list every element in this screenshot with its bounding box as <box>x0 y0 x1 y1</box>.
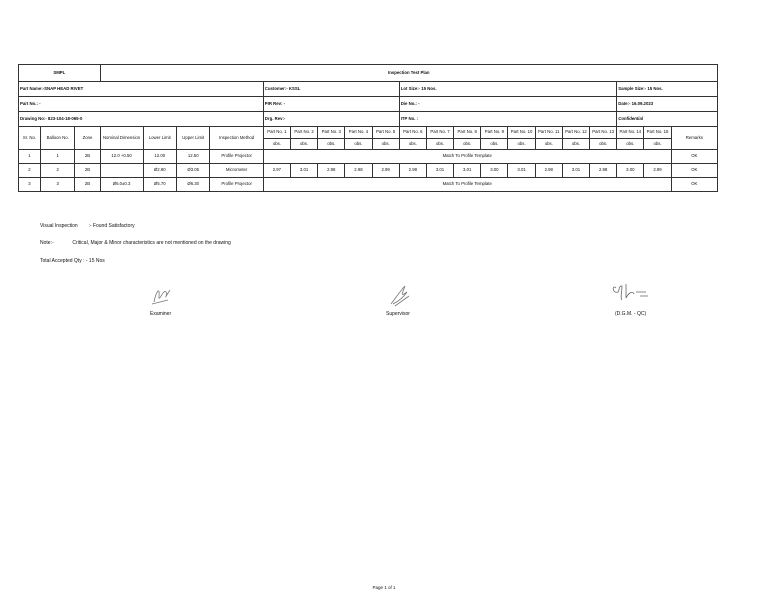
col-obs-9: obs. <box>481 139 508 150</box>
cell-observation: 2.98 <box>535 164 562 178</box>
cell-sr-no: 1 <box>19 150 41 164</box>
cell-inspection-method: Profile Projector <box>210 178 263 192</box>
cell-nominal: Ø6.0±0.3 <box>100 178 143 192</box>
drg-rev: Drg. Rev:- <box>263 112 399 127</box>
cell-merged-result: Match To Profile Template <box>263 150 671 164</box>
cell-observation: 2.99 <box>372 164 399 178</box>
cell-sr-no: 3 <box>19 178 41 192</box>
col-obs-12: obs. <box>562 139 589 150</box>
note-label: Note:- <box>40 240 54 246</box>
visual-inspection-label: Visual Inspection <box>40 223 78 229</box>
col-obs-10: obs. <box>508 139 535 150</box>
col-remarks: Remarks <box>671 127 717 150</box>
col-upper-limit: Upper Limit <box>176 127 209 150</box>
cell-observation: 2.99 <box>644 164 671 178</box>
col-part-no-3: Part No. 3 <box>318 127 345 139</box>
cell-upper-limit: 12.50 <box>176 150 209 164</box>
col-part-no-10: Part No. 10 <box>508 127 535 139</box>
col-balloon-no: Balloon No. <box>40 127 75 150</box>
visual-inspection-value: :- Found Satisfactory <box>88 223 135 229</box>
col-obs-7: obs. <box>426 139 453 150</box>
cell-observation: 3.01 <box>290 164 317 178</box>
col-obs-3: obs. <box>318 139 345 150</box>
cell-lower-limit: Ø5.70 <box>143 178 176 192</box>
total-accepted-qty: Total Accepted Qty : - 15 Nos <box>40 258 105 264</box>
lot-size: Lot Size:- 15 Nos. <box>399 82 617 97</box>
dgm-signature-icon <box>610 280 652 304</box>
table-row <box>19 178 718 192</box>
col-part-no-11: Part No. 11 <box>535 127 562 139</box>
document-title: Inspection Test Plan <box>100 65 717 82</box>
cell-nominal <box>100 164 143 178</box>
cell-inspection-method: Micrometer <box>210 164 263 178</box>
cell-upper-limit: Ø3.05 <box>176 164 209 178</box>
col-nominal-dimension: Nominal Dimension <box>100 127 143 150</box>
col-obs-8: obs. <box>454 139 481 150</box>
col-lower-limit: Lower Limit <box>143 127 176 150</box>
col-part-no-5: Part No. 5 <box>372 127 399 139</box>
die-no: Die No.: - <box>399 97 617 112</box>
col-obs-14: obs. <box>617 139 644 150</box>
col-part-no-2: Part No. 2 <box>290 127 317 139</box>
visual-inspection-note <box>40 223 135 229</box>
dgm-label: (D.G.M. - QC) <box>615 311 647 317</box>
cell-merged-result: Match To Profile Template <box>263 178 671 192</box>
drawing-no: Drawing No:- 823-104-18-065-0 <box>19 112 264 127</box>
confidential-label: Confidential <box>617 112 718 127</box>
col-obs-1: obs. <box>263 139 290 150</box>
col-part-no-14: Part No. 14 <box>617 127 644 139</box>
cell-observation: 2.97 <box>263 164 290 178</box>
part-no: Part No.: - <box>19 97 264 112</box>
cell-observation: 2.98 <box>399 164 426 178</box>
cell-zone: 2B <box>75 164 100 178</box>
customer: Customer:- KSSL <box>263 82 399 97</box>
table-row <box>19 164 718 178</box>
table-row <box>19 150 718 164</box>
cell-inspection-method: Profile Projector <box>210 150 263 164</box>
note-line <box>40 240 231 246</box>
col-part-no-9: Part No. 9 <box>481 127 508 139</box>
inspection-test-plan-table <box>18 64 718 192</box>
cell-observation: 2.98 <box>318 164 345 178</box>
cell-observation: 3.01 <box>454 164 481 178</box>
col-part-no-8: Part No. 8 <box>454 127 481 139</box>
col-obs-11: obs. <box>535 139 562 150</box>
page-number: Page 1 of 1 <box>372 585 396 590</box>
part-name: Part Name:-SNAP HEAD RIVET <box>19 82 264 97</box>
col-obs-5: obs. <box>372 139 399 150</box>
cell-lower-limit: 12.00 <box>143 150 176 164</box>
col-part-no-7: Part No. 7 <box>426 127 453 139</box>
cell-observation: 3.00 <box>481 164 508 178</box>
note-value: Critical, Major & Minor characteristics are not mentioned on the drawing <box>72 240 231 246</box>
itp-no: ITP No. : <box>399 112 617 127</box>
cell-nominal: 12.0 +0.50 <box>100 150 143 164</box>
col-obs-6: obs. <box>399 139 426 150</box>
cell-observation: 2.98 <box>345 164 372 178</box>
col-part-no-6: Part No. 6 <box>399 127 426 139</box>
cell-balloon-no: 1 <box>40 150 75 164</box>
col-part-no-15: Part No. 15 <box>644 127 671 139</box>
supervisor-signature-icon <box>385 282 415 308</box>
col-obs-2: obs. <box>290 139 317 150</box>
cell-remarks: OK <box>671 164 717 178</box>
col-obs-15: obs. <box>644 139 671 150</box>
examiner-label: Examiner <box>150 311 172 317</box>
date: Date:- 16.09.2023 <box>617 97 718 112</box>
pir-rev: PIR Rev: - <box>263 97 399 112</box>
cell-observation: 3.01 <box>562 164 589 178</box>
sample-size: Sample Size:- 15 Nos. <box>617 82 718 97</box>
cell-remarks: OK <box>671 150 717 164</box>
company-name: SMPL <box>19 65 101 82</box>
col-obs-13: obs. <box>590 139 617 150</box>
col-part-no-13: Part No. 13 <box>590 127 617 139</box>
cell-upper-limit: Ø6.30 <box>176 178 209 192</box>
examiner-signature-icon <box>146 282 176 308</box>
col-obs-4: obs. <box>345 139 372 150</box>
supervisor-label: Supervisor <box>386 311 410 317</box>
cell-zone: 2B <box>75 178 100 192</box>
col-part-no-4: Part No. 4 <box>345 127 372 139</box>
cell-sr-no: 2 <box>19 164 41 178</box>
cell-observation: 3.00 <box>617 164 644 178</box>
col-inspection-method: Inspection Method <box>210 127 263 150</box>
cell-observation: 3.01 <box>508 164 535 178</box>
col-part-no-12: Part No. 12 <box>562 127 589 139</box>
cell-observation: 3.01 <box>426 164 453 178</box>
cell-observation: 2.98 <box>590 164 617 178</box>
cell-balloon-no: 3 <box>40 178 75 192</box>
col-sr-no: Sr. No. <box>19 127 41 150</box>
cell-lower-limit: Ø2.90 <box>143 164 176 178</box>
cell-remarks: OK <box>671 178 717 192</box>
col-part-no-1: Part No. 1 <box>263 127 290 139</box>
col-zone: Zone <box>75 127 100 150</box>
cell-balloon-no: 2 <box>40 164 75 178</box>
cell-zone: 2B <box>75 150 100 164</box>
